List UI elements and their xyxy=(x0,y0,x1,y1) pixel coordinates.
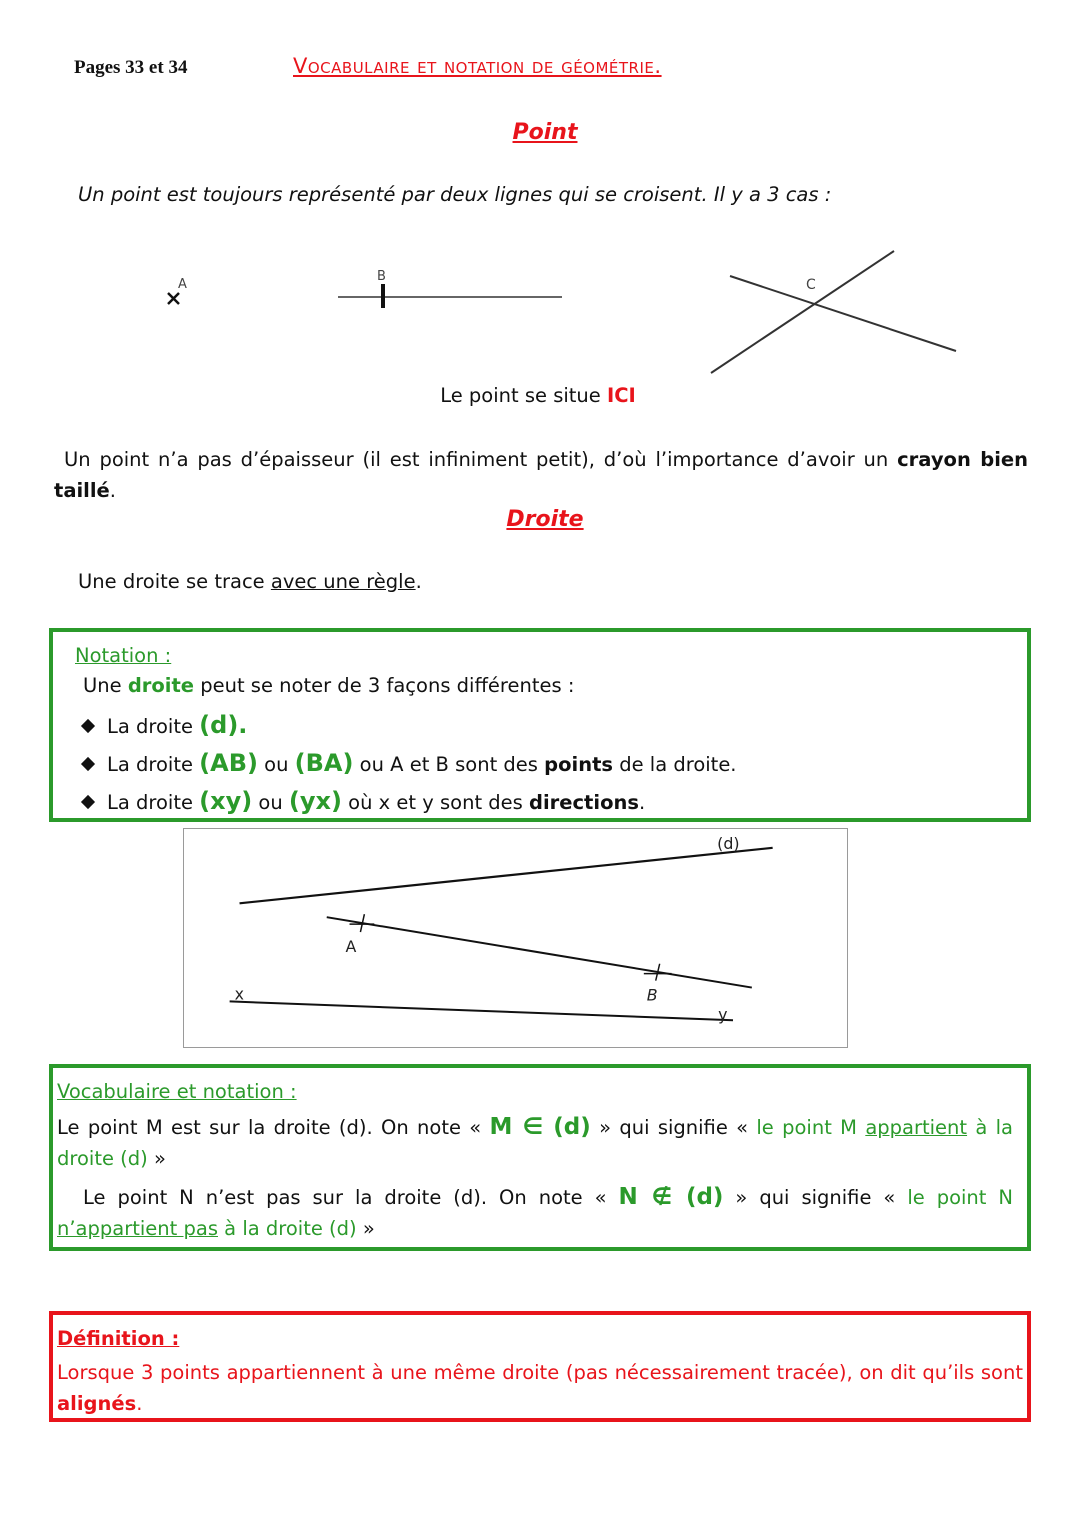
page-title: Vocabulaire et notation de géométrie. xyxy=(293,54,662,78)
notation-item: La droite (xy) ou (yx) où x et y sont des directions. xyxy=(83,782,737,820)
point-c-lines xyxy=(711,251,956,373)
section-heading-point: Point xyxy=(512,120,578,145)
point-intro-text: Un point est toujours représenté par deux lignes qui se croisent. Il y a 3 cas : xyxy=(78,183,832,206)
point-caption-emphasis: ICI xyxy=(606,384,636,407)
notation-list xyxy=(83,706,737,820)
notation-title: Notation : xyxy=(75,644,172,667)
point-b-line xyxy=(338,284,562,308)
notation-box xyxy=(49,628,1031,822)
definition-title: Définition : xyxy=(57,1327,180,1350)
direction-x-label: x xyxy=(234,984,244,1004)
point-thickness-text: Un point n’a pas d’épaisseur (il est infiniment petit), d’où l’importance d’avoir un crayon bien taillé. xyxy=(54,448,1028,502)
direction-y-label: y xyxy=(718,1005,728,1025)
point-a-label: A xyxy=(178,277,187,292)
notation-lead: Une droite peut se noter de 3 façons différentes : xyxy=(83,674,575,697)
bullet-icon xyxy=(81,794,95,808)
point-cases-figure xyxy=(150,240,970,380)
line-d xyxy=(240,848,773,903)
bullet-icon xyxy=(81,756,95,770)
definition-text: Lorsque 3 points appartiennent à une même droite (pas nécessairement tracée), on dit qu’ils sont alignés. xyxy=(57,1361,1023,1415)
point-a-cross xyxy=(168,293,179,304)
line-ab xyxy=(327,917,752,987)
section-heading-droite: Droite xyxy=(506,507,584,532)
notation-item: La droite (AB) ou (BA) ou A et B sont des points de la droite. xyxy=(83,744,737,782)
bullet-icon xyxy=(81,718,95,732)
point-a-label-fig2: A xyxy=(345,936,357,956)
vocabulary-not-belongs-text: Le point N n’est pas sur la droite (d). On note « N ∉ (d) » qui signifie « le point N n’appartient pas à la droite (d) » xyxy=(57,1184,1013,1240)
definition-box xyxy=(49,1311,1031,1422)
droite-trace-text: Une droite se trace avec une règle. xyxy=(78,570,422,593)
point-b-label: B xyxy=(377,269,386,284)
vocabulary-title: Vocabulaire et notation : xyxy=(57,1080,297,1103)
notation-item: La droite (d). xyxy=(83,706,737,744)
point-caption: Le point se situe ICI xyxy=(440,384,636,407)
line-d-label: (d) xyxy=(717,833,740,853)
vocabulary-box xyxy=(49,1064,1031,1251)
droite-notation-figure xyxy=(183,828,848,1048)
point-c-label: C xyxy=(806,277,816,293)
vocabulary-belongs-text: Le point M est sur la droite (d). On note « M ∈ (d) » qui signifie « le point M appartient à la droite (d) » xyxy=(57,1114,1014,1170)
page-reference: Pages 33 et 34 xyxy=(74,57,188,78)
point-b-label-fig2: B xyxy=(646,985,658,1005)
